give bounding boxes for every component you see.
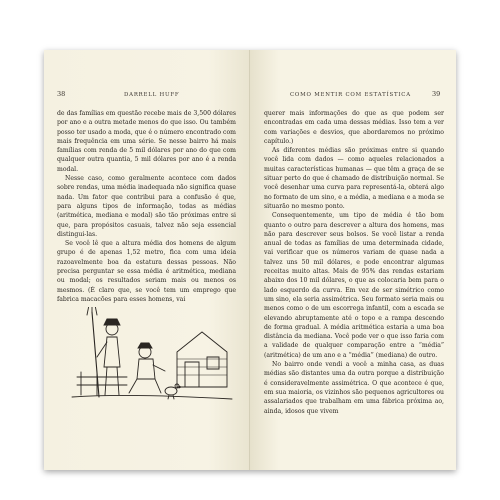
right-page [250,50,456,470]
paragraph: Consequentemente, um tipo de média é tão bom quanto o outro para descrever a altura dos homens, mas não para descrever seus bolsos. Se você listar a renda anual de todas as famílias de uma determinada cidade, vai verificar que os números variam de quase nada a talvez uns 50 mil dólares, e pode encontrar algumas receitas muito altas. Mais de 95% das rendas estariam abaixo dos 10 mil dólares, o que as colocaria bem para o lado esquerdo da curva. Em vez de ser simétrico como um sino, ela seria assimétrica. Seu formato seria mais ou menos como o de um escorrega infantil, com a escada se elevando abruptamente até o topo e a rampa descendo de forma gradual. A média aritmética estaria a uma boa distância da mediana. Você pode ver o que isso faria com a validade de qualquer comparação entre a “média” (aritmética) de um ano e a “média” (mediana) de outro. [264,212,444,359]
farm-cartoon-illustration [67,307,237,407]
left-page-text [57,109,236,414]
paragraph: Nesse caso, como geralmente acontece com dados sobre rendas, uma média inadequada não significa quase nada. Um fator que contribui para a confusão é que, para alguns tipos de informação, todas as médias (aritmética, mediana e modal) são tão próximas entre si que, para propósitos casuais, talvez não seja essencial distingui-las. [57,175,236,238]
paragraph: querer mais informações do que as que podem ser encontradas em cada uma dessas médias. Isso tem a ver com variações e desvios, que abordaremos no próximo capítulo.) [264,110,444,145]
paragraph: No bairro onde vendi a você a minha casa, as duas médias são distantes uma da outra porque a distribuição é consideravelmente assimétrica. O que acontece é que, em sua maioria, os vizinhos são pequenos agricultores ou assalariados que trabalham em uma fábrica próxima ao, ainda, idosos que vivem [264,361,444,415]
open-book [44,50,456,470]
running-head-left: DARRELL HUFF [124,92,180,98]
paragraph: As diferentes médias são próximas entre si quando você lida com dados — como aqueles relacionados a muitas características humanas — que têm a graça de se situar perto do que é chamado de distribuição normal. Se você desenhar uma curva para representá-la, obterá algo no formato de um sino, e a média, a mediana e a moda se situarão no mesmo ponto. [264,147,444,210]
paragraph: de das famílias em questão recebe mais de 3,500 dólares por ano e a outra metade menos do que isso. Ou também posso ter usado a moda, que é o número encontrado com mais frequência em uma série. Se nesse bairro há mais famílias com renda de 5 mil dólares por ano do que com qualquer outra quantia, 5 mil dólares por ano é a renda modal. [57,110,236,173]
paragraph: Se você lê que a altura média dos homens de algum grupo é de apenas 1,52 metro, fica com uma ideia razoavelmente boa da estatura dessas pessoas. Não precisa perguntar se essa média é aritmética, mediana ou modal; os resultados seriam mais ou menos os mesmos. (É claro que, se você tem um emprego que fabrica macacões para esses homens, vai [57,240,236,303]
left-page [44,50,250,470]
right-page-text [264,109,444,416]
page-number-right: 39 [432,90,441,98]
running-head-right: COMO MENTIR COM ESTATÍSTICA [290,92,411,98]
page-number-left: 38 [57,90,66,98]
